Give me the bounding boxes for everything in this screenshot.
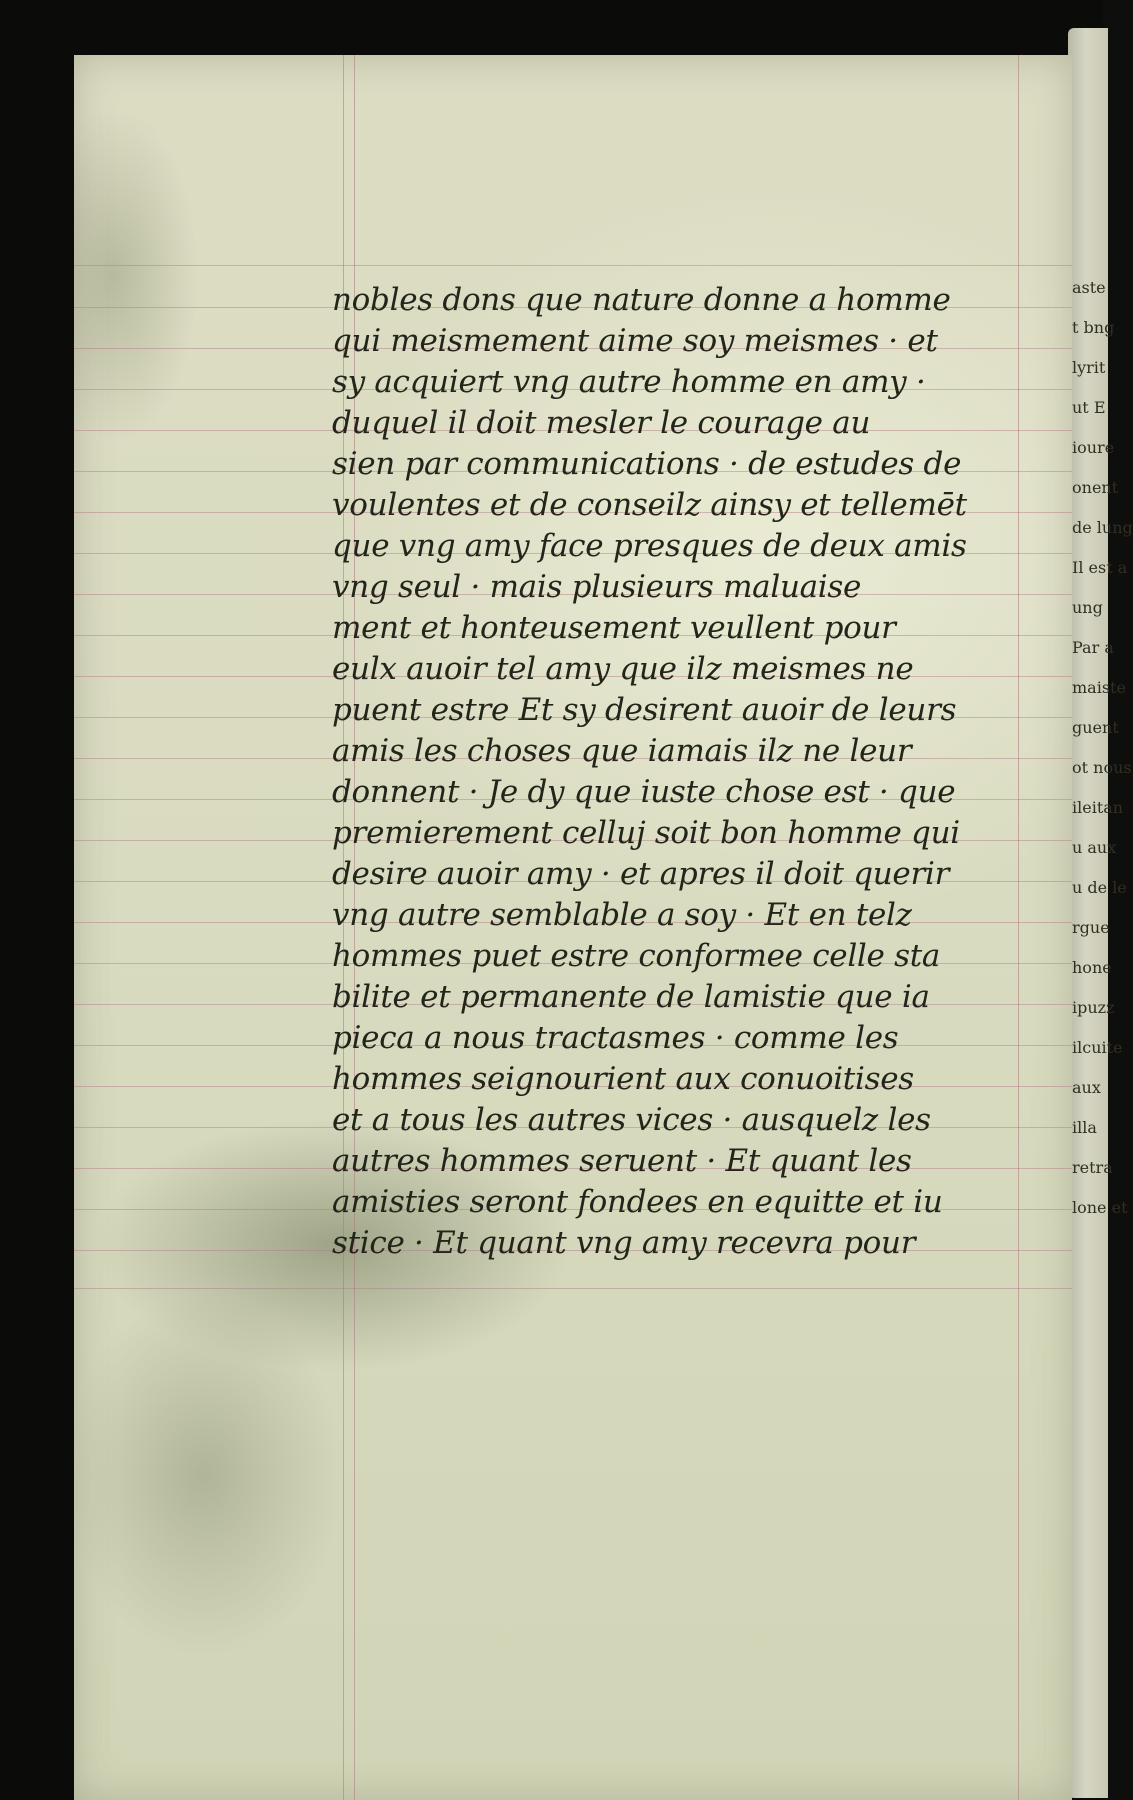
text-line: sien par communications · de estudes de xyxy=(332,446,962,482)
text-line: hommes puet estre conformee celle sta xyxy=(332,938,941,974)
top-text-rule xyxy=(74,265,1072,266)
text-line: amis les choses que iamais ilz ne leur xyxy=(332,733,912,769)
text-line: nobles dons que nature donne a homme xyxy=(332,282,951,318)
text-line: sy acquiert vng autre homme en amy · xyxy=(332,364,926,400)
facing-fragment: de lung xyxy=(1072,518,1133,537)
text-line: voulentes et de conseilz ainsy et tellemēt xyxy=(332,487,967,523)
facing-fragment: hone xyxy=(1072,958,1112,977)
text-line: duquel il doit mesler le courage au xyxy=(332,405,871,441)
text-line: piecа a nous tractasmes · comme les xyxy=(332,1020,899,1056)
facing-fragment: lone et xyxy=(1072,1198,1128,1217)
facing-fragment: retra xyxy=(1072,1158,1113,1177)
facing-fragment: aux xyxy=(1072,1078,1101,1097)
facing-fragment: u aux xyxy=(1072,838,1117,857)
facing-fragment: lyrit xyxy=(1072,358,1106,377)
facing-fragment: guent xyxy=(1072,718,1119,737)
facing-fragment: ipuzz xyxy=(1072,998,1115,1017)
facing-fragment: ioure xyxy=(1072,438,1115,457)
facing-fragment: Par a xyxy=(1072,638,1114,657)
manuscript-text-block xyxy=(332,280,1027,1264)
text-line: que vng amy face presques de deux amis xyxy=(332,528,967,564)
facing-fragment: Il est a xyxy=(1072,558,1128,577)
text-line: premierement celluj soit bon homme qui xyxy=(332,815,960,851)
parchment-leaf xyxy=(74,55,1072,1800)
facing-fragment: illa xyxy=(1072,1118,1097,1137)
text-line: ment et honteusement veullent pour xyxy=(332,610,896,646)
facing-fragment: ung xyxy=(1072,598,1103,617)
text-line: puent estre Et sy desirent auoir de leurs xyxy=(332,692,957,728)
facing-fragment: ot nous xyxy=(1072,758,1132,777)
facing-fragment: rgue xyxy=(1072,918,1110,937)
facing-fragment: aste xyxy=(1072,278,1106,297)
facing-fragment: ileitan xyxy=(1072,798,1124,817)
text-line: stice · Et quant vng amy recevra pour xyxy=(332,1225,916,1261)
facing-page-text xyxy=(1072,268,1132,1228)
text-line: hommes seignourient aux conuoitises xyxy=(332,1061,914,1097)
text-line: donnent · Je dy que iuste chose est · que xyxy=(332,774,956,810)
text-line: vng autre semblable a soy · Et en telz xyxy=(332,897,912,933)
facing-fragment: u de le xyxy=(1072,878,1127,897)
facing-fragment: ut E xyxy=(1072,398,1106,417)
facing-fragment: ilcuite xyxy=(1072,1038,1123,1057)
text-line: et a tous les autres vices · ausquelz les xyxy=(332,1102,931,1138)
facing-fragment: onent xyxy=(1072,478,1119,497)
text-line: bilite et permanente de lamistie que ia xyxy=(332,979,930,1015)
text-line: qui meismement aime soy meismes · et xyxy=(332,323,938,359)
text-line: amisties seront fondees en equitte et iu xyxy=(332,1184,943,1220)
facing-page-edge xyxy=(1068,28,1133,1798)
text-line: desire auoir amy · et apres il doit querir xyxy=(332,856,950,892)
facing-fragment: t bng xyxy=(1072,318,1115,337)
facing-fragment: maiste xyxy=(1072,678,1126,697)
text-line: eulx auoir tel amy que ilz meismes ne xyxy=(332,651,914,687)
text-line: vng seul · mais plusieurs maluaise xyxy=(332,569,862,605)
text-line: autres hommes seruent · Et quant les xyxy=(332,1143,912,1179)
bottom-text-rule xyxy=(74,1288,1072,1289)
